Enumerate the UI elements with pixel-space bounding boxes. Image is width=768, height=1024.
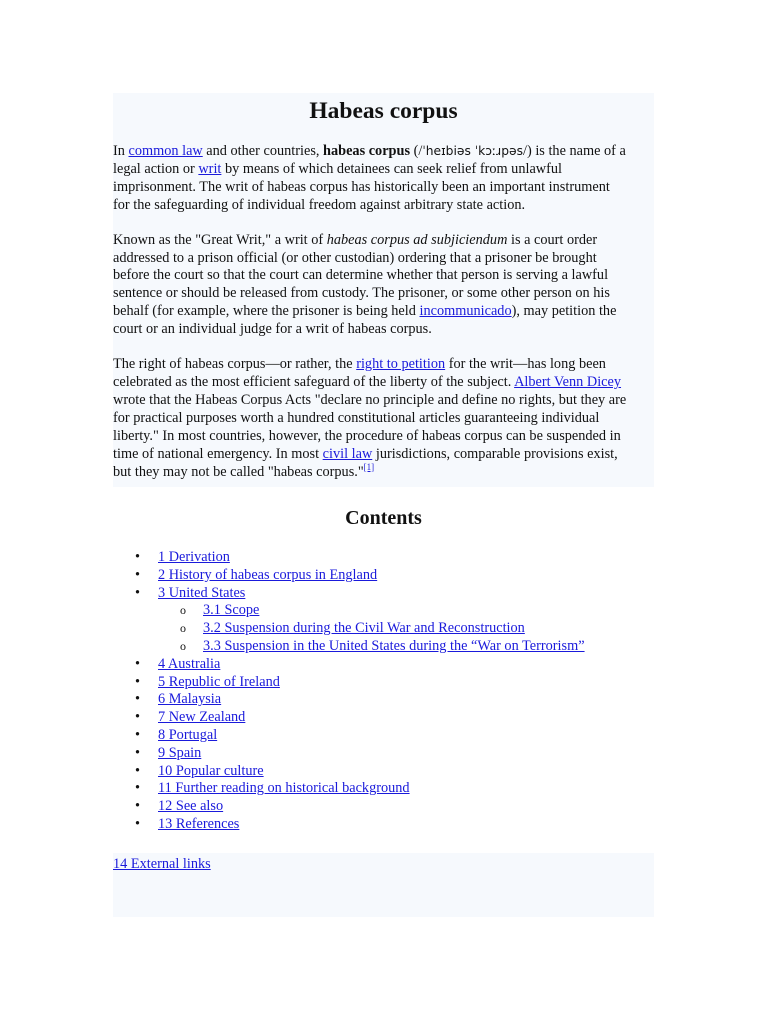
text: for the writ—has long been — [445, 356, 606, 373]
toc-subitem — [158, 620, 585, 638]
link-writ[interactable]: writ — [198, 160, 222, 177]
toc-item — [113, 691, 585, 709]
text: legal action or — [113, 160, 199, 177]
text: jurisdictions, comparable provisions exist, — [372, 445, 618, 462]
link-civil-law[interactable]: civil law — [322, 445, 373, 462]
text: time of national emergency. In most — [113, 445, 323, 462]
italic-term: habeas corpus ad subjiciendum — [326, 231, 508, 248]
text: for the safeguarding of individual freedom against arbitrary state action. — [113, 196, 526, 213]
external-links-section — [113, 855, 211, 873]
page-title: Habeas corpus — [309, 98, 458, 124]
text: wrote that the Habeas Corpus Acts "declare no principle and define no rights, but they are — [113, 391, 627, 408]
text: liberty." In most countries, however, the procedure of habeas corpus can be suspended in — [113, 427, 621, 444]
text: imprisonment. The writ of habeas corpus has historically been an important instrument — [113, 178, 610, 195]
circle-bullet-icon: o — [180, 603, 186, 618]
toc-item — [113, 674, 585, 692]
bullet-icon: • — [135, 691, 141, 708]
bullet-icon: • — [135, 566, 141, 583]
bullet-icon: • — [135, 744, 141, 761]
toc-link-united-states[interactable]: 3 United States — [158, 584, 246, 601]
ipa-pronunciation: ˈheɪbiəs ˈkɔːɹpəs — [422, 144, 524, 158]
link-albert-venn-dicey[interactable]: Albert Venn Dicey — [514, 373, 622, 390]
toc-item — [113, 549, 585, 567]
toc-item — [113, 798, 585, 816]
bullet-icon: • — [135, 709, 141, 726]
text: Known as the "Great Writ," a writ of — [113, 231, 327, 248]
text: is a court order — [507, 231, 598, 248]
toc-link-derivation[interactable]: 1 Derivation — [158, 549, 230, 565]
text: for practical purposes worth a hundred constitutional articles guaranteeing individual — [113, 409, 600, 426]
intro-paragraph — [113, 143, 654, 215]
text: (/ — [410, 143, 423, 159]
toc-link-portugal[interactable]: 8 Portugal — [158, 726, 218, 743]
article-content — [113, 93, 654, 529]
toc-link-spain[interactable]: 9 Spain — [158, 744, 202, 761]
text: sentence or should be released from custody. The prisoner, or some other person on his — [113, 285, 610, 302]
reference-link-1[interactable]: [1] — [363, 461, 375, 472]
bullet-icon: • — [135, 673, 141, 690]
toc-link-republic-of-ireland[interactable]: 5 Republic of Ireland — [158, 673, 280, 690]
text: but they may not be called "habeas corpus." — [113, 463, 364, 480]
text: The right of habeas corpus—or rather, the — [113, 356, 357, 373]
text: by means of which detainees can seek relief from unlawful — [221, 160, 563, 177]
toc-link-new-zealand[interactable]: 7 New Zealand — [158, 709, 246, 726]
bullet-icon: • — [135, 762, 141, 779]
toc-item — [113, 567, 585, 585]
bullet-icon: • — [135, 584, 141, 601]
text: celebrated as the most efficient safeguard of the liberty of the subject. — [113, 373, 515, 390]
link-incommunicado[interactable]: incommunicado — [419, 303, 512, 320]
toc-link-history-england[interactable]: 2 History of habeas corpus in England — [158, 566, 378, 583]
toc-link-war-on-terrorism-suspension[interactable]: 3.3 Suspension in the United States during the “War on Terrorism” — [203, 637, 585, 654]
toc-link-australia[interactable]: 4 Australia — [158, 655, 221, 672]
bullet-icon: • — [135, 815, 141, 832]
toc-link-popular-culture[interactable]: 10 Popular culture — [158, 762, 264, 779]
bullet-icon: • — [135, 655, 141, 672]
toc-link-see-also[interactable]: 12 See also — [158, 798, 224, 815]
toc-link-external-links[interactable]: 14 External links — [113, 856, 211, 872]
toc-item — [113, 727, 585, 745]
toc-item — [113, 745, 585, 763]
contents-heading: Contents — [345, 507, 422, 529]
toc-link-civil-war-suspension[interactable]: 3.2 Suspension during the Civil War and Reconstruction — [203, 620, 525, 637]
great-writ-paragraph — [113, 232, 654, 339]
text: addressed to a prison official (or other custodian) ordering that a prisoner be brought — [113, 249, 597, 266]
toc-item — [113, 709, 585, 727]
toc-item — [113, 780, 585, 798]
circle-bullet-icon: o — [180, 638, 186, 653]
toc-item — [113, 585, 585, 656]
bullet-icon: • — [135, 549, 141, 565]
toc-item — [113, 816, 585, 834]
toc-link-scope[interactable]: 3.1 Scope — [203, 602, 260, 619]
circle-bullet-icon: o — [180, 621, 186, 636]
text: ), may petition the — [511, 303, 617, 320]
toc-subitem — [158, 602, 585, 620]
text: before the court so that the court can determine whether that person is serving a lawful — [113, 267, 609, 284]
table-of-contents — [113, 549, 585, 834]
toc-item — [113, 763, 585, 781]
bullet-icon: • — [135, 780, 141, 797]
bullet-icon: • — [135, 798, 141, 815]
toc-link-further-reading[interactable]: 11 Further reading on historical background — [158, 780, 410, 797]
toc-item — [113, 656, 585, 674]
toc-link-references[interactable]: 13 References — [158, 815, 240, 832]
text: behalf (for example, where the prisoner is being held — [113, 303, 420, 320]
right-of-habeas-paragraph — [113, 356, 654, 481]
text: /) is the name of a — [523, 143, 626, 159]
bullet-icon: • — [135, 726, 141, 743]
link-right-to-petition[interactable]: right to petition — [356, 356, 446, 373]
bold-term: habeas corpus — [323, 143, 411, 159]
toc-link-malaysia[interactable]: 6 Malaysia — [158, 691, 222, 708]
text: court or an individual judge for a writ of habeas corpus. — [113, 321, 432, 338]
link-common-law[interactable]: common law — [128, 143, 203, 159]
text: In — [113, 143, 129, 159]
toc-subitem — [158, 638, 585, 656]
text: and other countries, — [202, 143, 324, 159]
